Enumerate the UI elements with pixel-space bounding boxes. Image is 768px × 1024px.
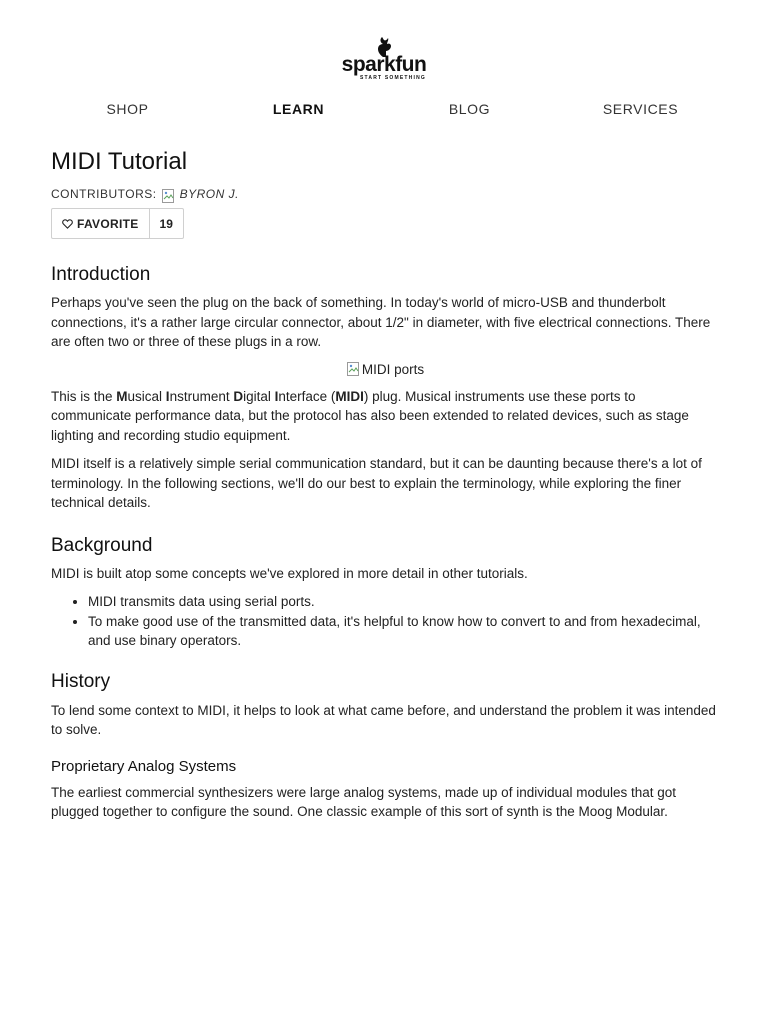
midi-abbreviation: MIDI: [335, 388, 364, 404]
list-item: • MIDI transmits data using serial ports.: [88, 592, 719, 612]
heading-history: History: [51, 670, 111, 692]
broken-image-icon: [161, 188, 177, 204]
broken-image-icon: [346, 361, 362, 377]
author-link[interactable]: BYRON J.: [179, 187, 239, 201]
image-alt-text: MIDI ports: [361, 361, 425, 377]
site-header: [0, 36, 768, 82]
contributors-label: CONTRIBUTORS:: [51, 187, 157, 201]
sparkfun-logo[interactable]: [342, 36, 427, 82]
history-paragraph: To lend some context to MIDI, it helps to look at what came before, and understand the problem it was intended to solve.: [51, 702, 716, 737]
analog-paragraph: The earliest commercial synthesizers were large analog systems, made up of individual modules that got plugged together to configure the sound. One classic example of this sort of synth is the Moog Modular.: [51, 784, 677, 819]
favorite-group: [51, 208, 184, 239]
nav-item-blog[interactable]: BLOG: [448, 101, 491, 117]
section-history: [51, 670, 719, 822]
intro-paragraph-2: This is the Musical Instrument Digital Interface (MIDI) plug. Musical instruments use these ports to communicate performance data, but the protocol has also been extended to related devices, such as stage lighting and recording studio equipment.: [51, 388, 689, 443]
page-title: MIDI Tutorial: [51, 148, 188, 175]
subsection-analog-systems: [51, 757, 719, 822]
tutorial-content: [51, 146, 719, 822]
brand-name: sparkfun: [341, 53, 427, 76]
favorite-label: FAVORITE: [77, 216, 139, 231]
section-background: [51, 534, 719, 651]
heart-icon: [62, 219, 73, 229]
nav-item-services[interactable]: SERVICES: [602, 101, 679, 117]
intro-paragraph-1: Perhaps you've seen the plug on the back of something. In today's world of micro-USB and thunderbolt connections, it's a rather large circular connector, about 1/2" in diameter, with five electrical connections. There are often two or three of these plugs in a row.: [51, 295, 711, 349]
heading-background: Background: [51, 534, 153, 556]
nav-item-learn[interactable]: LEARN: [272, 101, 325, 117]
favorite-button[interactable]: [52, 209, 150, 238]
background-list: [51, 592, 719, 651]
heading-introduction: Introduction: [51, 264, 151, 285]
nav-item-shop[interactable]: SHOP: [106, 101, 149, 117]
list-item: • To make good use of the transmitted data, it's helpful to know how to convert to and from hexadecimal, and use binary operators.: [88, 612, 719, 651]
background-paragraph: MIDI is built atop some concepts we've explored in more detail in other tutorials.: [51, 565, 528, 581]
author-avatar: [161, 188, 177, 204]
favorite-count: 19: [159, 216, 173, 231]
section-introduction: [51, 263, 719, 513]
heading-proprietary-analog-systems: Proprietary Analog Systems: [51, 757, 237, 775]
intro-paragraph-3: MIDI itself is a relatively simple serial communication standard, but it can be daunting because there's a lot of terminology. In the following sections, we'll do our best to explain the terminology, while exploring the finer technical details.: [51, 456, 702, 510]
contributors-line: [51, 186, 719, 202]
main-nav: [42, 100, 726, 118]
midi-ports-image: [51, 361, 719, 379]
brand-tagline: START SOMETHING: [360, 75, 426, 81]
